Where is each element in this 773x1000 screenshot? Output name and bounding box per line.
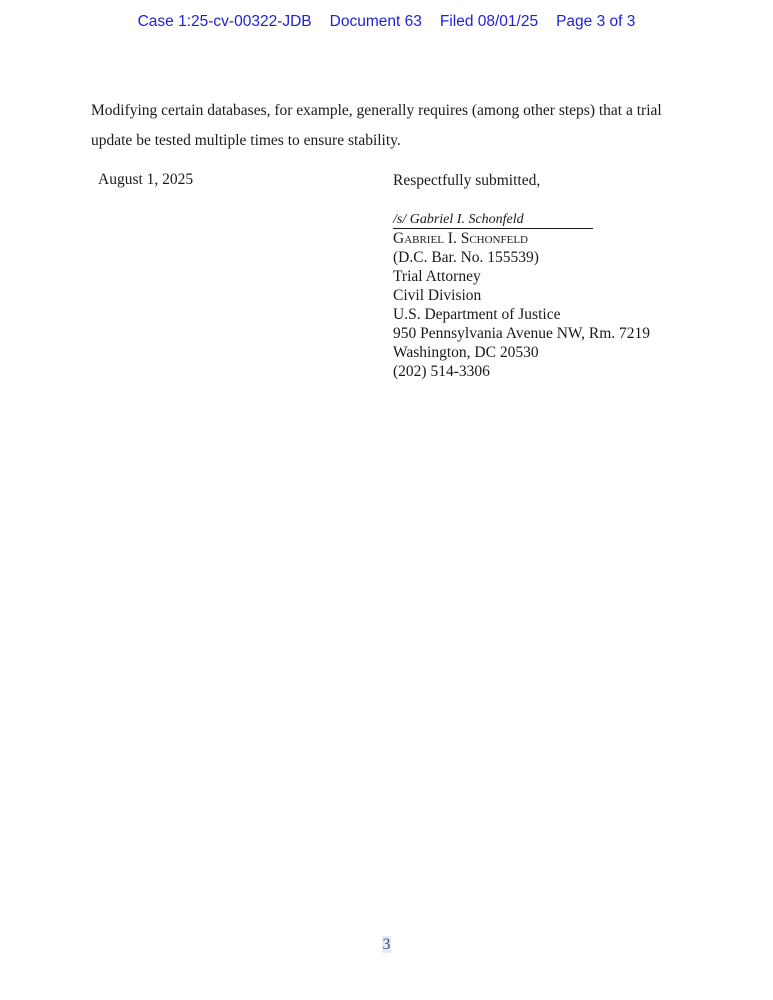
electronic-signature: /s/ Gabriel I. Schonfeld — [393, 212, 593, 229]
court-filing-header — [0, 13, 773, 31]
attorney-name: Gabriel I. Schonfeld — [393, 230, 528, 247]
closing-text: Respectfully submitted, — [393, 172, 541, 189]
city-state-zip: Washington, DC 20530 — [393, 344, 539, 361]
filed-date: Filed 08/01/25 — [439, 13, 539, 30]
case-number: Case 1:25-cv-00322-JDB — [137, 13, 312, 30]
page-number — [0, 936, 773, 954]
bar-number: (D.C. Bar. No. 155539) — [393, 249, 539, 266]
document-number: Document 63 — [329, 13, 422, 30]
phone-number: (202) 514-3306 — [393, 363, 490, 380]
street-address: 950 Pennsylvania Avenue NW, Rm. 7219 — [393, 325, 651, 342]
signature-block — [393, 171, 713, 381]
attorney-title: Trial Attorney — [393, 268, 481, 285]
body-paragraph: Modifying certain databases, for example, generally requires (among other steps) that a trial update be tested multiple times to ensure stability. — [91, 102, 662, 149]
page-indicator: Page 3 of 3 — [556, 13, 636, 30]
division: Civil Division — [393, 287, 482, 304]
signature-date: August 1, 2025 — [98, 171, 194, 188]
department: U.S. Department of Justice — [393, 306, 561, 323]
page-number-text: 3 — [382, 936, 391, 953]
